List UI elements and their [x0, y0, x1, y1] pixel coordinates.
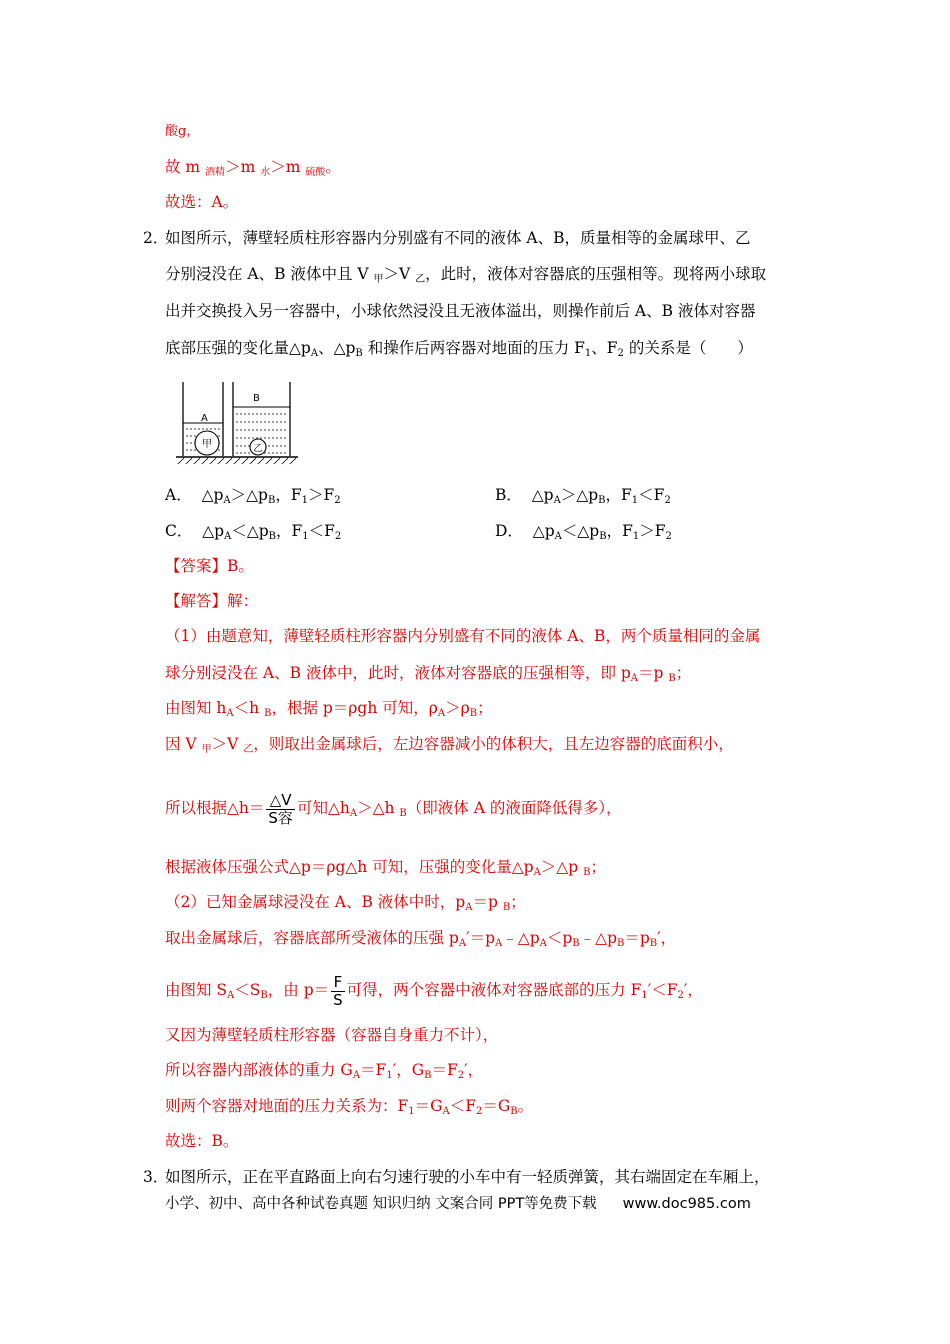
- solution-p2-line-2: 取出金属球后，容器底部所受液体的压强 $p_A'=p_A﹣\triangle p_A<p_B﹣\triangle p_B=p_B'$，: [165, 929, 677, 949]
- solution-p2-line-3: 由图知 $S_A<S_B$，由 p＝ $\frac{F}{S}$ 可得，两个容器中液体对容器底部的压力 $F_1'<F_2'$，: [165, 972, 703, 1009]
- question-stem-line-2: 分别浸没在 A、B 液体中且 V $_甲$＞V $_乙$，此时，液体对容器底的压强相等。现将两小球取: [165, 265, 767, 285]
- solution-p1-line-6: 根据液体压强公式△p＝ρg△h 可知，压强的变化量$\triangle p_A>\triangle p$ $_B$；: [165, 858, 606, 878]
- question-stem-line-3: 出并交换投入另一容器中，小球依然浸没且无液体溢出，则操作前后 A、B 液体对容器: [165, 302, 756, 320]
- footer-text: 小学、初中、高中各种试卷真题 知识归纳 文案合同 PPT等免费下载: [165, 1196, 597, 1212]
- page-footer: [165, 1192, 751, 1213]
- label-a: A: [201, 413, 208, 424]
- prev-solution-line-b: 故 m $_{酒精}$＞m $_水$＞m $_{硫酸}$。: [165, 158, 341, 178]
- solution-p1-line-3: 由图知 $h_A<h$ $_B$，根据 p＝ρgh 可知，$\rho_A>\rho_B$；: [165, 699, 493, 719]
- option-c[interactable]: C． $\triangle p_A<\triangle p_B$，$F_1<F_2$: [165, 522, 342, 542]
- solution-conclusion: 故选：B。: [165, 1132, 239, 1150]
- containers-figure: [176, 376, 298, 466]
- option-b[interactable]: B． $\triangle p_A>\triangle p_B$，$F_1<F_2$: [495, 486, 671, 506]
- solution-p1-line-4: 因 V $_甲$＞V $_乙$，则取出金属球后，左边容器减小的体积大，且左边容器的底面积小，: [165, 735, 734, 755]
- footer-site-link[interactable]: www.doc985.com: [622, 1196, 751, 1212]
- analysis-label: 【解答】解：: [165, 592, 259, 610]
- option-a[interactable]: A． $\triangle p_A>\triangle p_B$，$F_1>F_2$: [165, 486, 341, 506]
- question-3-number: 3．: [143, 1168, 169, 1186]
- question-number: 2．: [143, 229, 169, 247]
- ball-jia-label: 甲: [202, 439, 212, 450]
- prev-solution-conclusion: 故选：A。: [165, 193, 239, 211]
- solution-p1-line-1: （1）由题意知，薄壁轻质柱形容器内分别盛有不同的液体 A、B，两个质量相同的金属: [165, 627, 761, 645]
- solution-p2-line-6: 则两个容器对地面的压力关系为：$F_1=G_A<F_2=G_B$。: [165, 1097, 534, 1117]
- solution-p1-line-2: 球分别浸没在 A、B 液体中，此时，液体对容器底的压强相等，即 $p_A=p$ $_B$；: [165, 664, 692, 684]
- label-b: B: [253, 393, 260, 404]
- question-stem-line-1: 如图所示，薄壁轻质柱形容器内分别盛有不同的液体 A、B，质量相等的金属球甲、乙: [165, 229, 751, 247]
- answer-line: 【答案】B。: [165, 557, 254, 575]
- solution-p2-line-5: 所以容器内部液体的重力 $G_A=F_1'$，$G_B=F_2'$，: [165, 1061, 484, 1081]
- prev-solution-line-a: 酸g，: [165, 124, 200, 139]
- question-stem-line-4: 底部压强的变化量$\triangle p_A$、$\triangle p_B$ 和操作后两容器对地面的压力 $F_1$、$F_2$ 的关系是（ ）: [165, 339, 753, 359]
- solution-p2-line-4: 又因为薄壁轻质柱形容器（容器自身重力不计），: [165, 1026, 499, 1044]
- question-3-stem-line-1: 如图所示，正在平直路面上向右匀速行驶的小车中有一轻质弹簧，其右端固定在车厢上，: [165, 1168, 770, 1186]
- fraction-f-over-s: $\frac{F}{S}$: [333, 972, 343, 1009]
- fraction-delta-v-over-s: $\frac{\triangle V}{\text{S容}}$: [268, 790, 293, 827]
- solution-p1-line-5: 所以根据△h＝ $\frac{\triangle V}{\text{S容}}$ 可知$\triangle h_A>\triangle h$ $_B$（即液体 A 的液面降低得多），: [165, 790, 622, 827]
- solution-p2-line-1: （2）已知金属球浸没在 A、B 液体中时，$p_A=p$ $_B$；: [165, 893, 526, 913]
- option-d[interactable]: D． $\triangle p_A<\triangle p_B$，$F_1>F_2$: [495, 522, 672, 542]
- ball-yi-label: 乙: [253, 444, 263, 454]
